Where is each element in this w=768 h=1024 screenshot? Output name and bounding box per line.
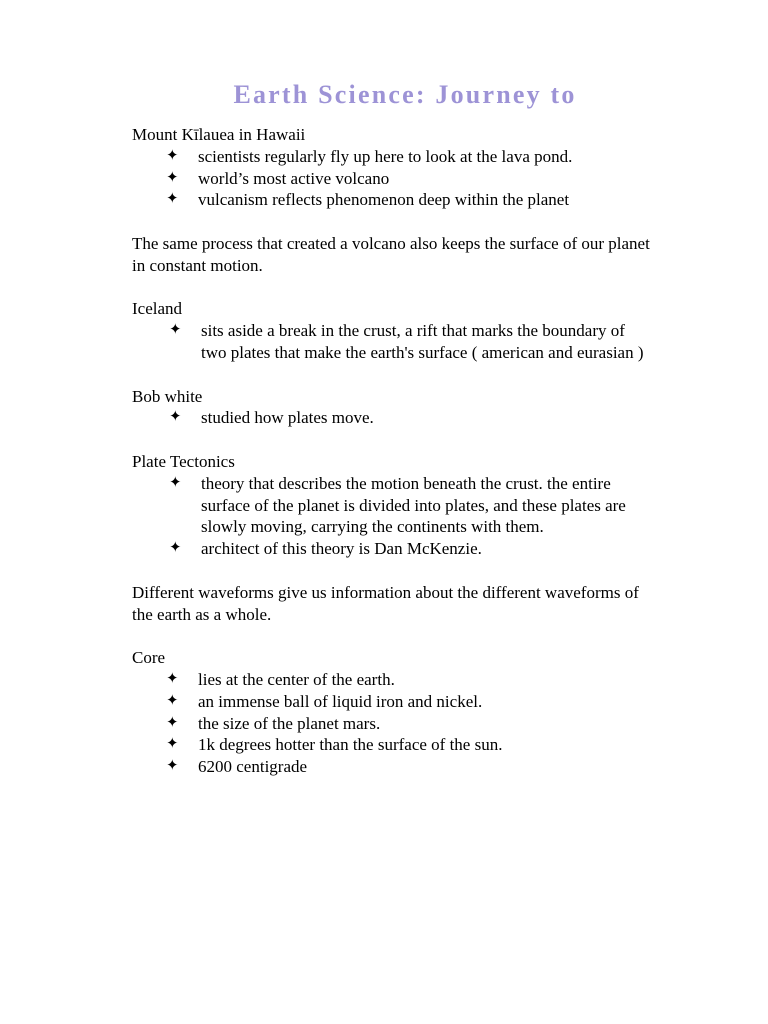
- bullet-item: [132, 168, 652, 190]
- bullet-text: 6200 centigrade: [198, 757, 308, 777]
- four-point-star-bullet-icon: ✦: [169, 409, 182, 426]
- bullet-list-iceland: [132, 320, 652, 364]
- bullet-item: [132, 756, 652, 778]
- bullet-text: lies at the center of the earth.: [198, 669, 395, 689]
- bullet-list-core: [132, 669, 652, 778]
- bullet-list-kilauea: [132, 146, 652, 211]
- four-point-star-bullet-icon: ✦: [169, 540, 182, 557]
- section-heading-core: Core: [132, 648, 166, 668]
- bullet-text: 1k degrees hotter than the surface of the sun.: [198, 735, 503, 755]
- four-point-star-bullet-icon: ✦: [169, 322, 182, 339]
- section-heading-plate-tectonics: Plate Tectonics: [132, 451, 235, 471]
- section-heading-iceland: Iceland: [132, 299, 183, 319]
- spacer: [132, 429, 652, 451]
- bullet-item: [132, 691, 652, 713]
- document-title: Earth Science: Journey to: [233, 80, 577, 109]
- spacer: [132, 364, 652, 386]
- spacer: [132, 560, 652, 582]
- bullet-text: scientists regularly fly up here to look at the lava pond.: [198, 146, 573, 166]
- section-bob-white: [132, 386, 652, 430]
- four-point-star-bullet-icon: ✦: [166, 191, 179, 208]
- document-body: [132, 124, 652, 778]
- bullet-list-bob-white: [132, 407, 652, 429]
- four-point-star-bullet-icon: ✦: [166, 147, 179, 164]
- section-kilauea: [132, 124, 652, 211]
- bullet-text: world’s most active volcano: [198, 168, 390, 188]
- bullet-item: [132, 407, 652, 429]
- bullet-text: vulcanism reflects phenomenon deep within the planet: [198, 190, 570, 210]
- bullet-text: theory that describes the motion beneath the crust. the entire surface of the planet is divided into plates, and these plates are slowly moving, carrying the continents with them.: [201, 473, 626, 537]
- section-iceland: [132, 298, 652, 363]
- four-point-star-bullet-icon: ✦: [166, 692, 179, 709]
- bullet-item: [132, 320, 652, 364]
- four-point-star-bullet-icon: ✦: [169, 474, 182, 491]
- bullet-text: architect of this theory is Dan McKenzie.: [201, 539, 482, 559]
- four-point-star-bullet-icon: ✦: [166, 714, 179, 731]
- bullet-item: [132, 146, 652, 168]
- section-heading-kilauea: Mount Kīlauea in Hawaii: [132, 125, 306, 144]
- spacer: [132, 211, 652, 233]
- four-point-star-bullet-icon: ✦: [166, 758, 179, 775]
- paragraph-process: The same process that created a volcano also keeps the surface of our planet in constant motion.: [132, 233, 650, 275]
- bullet-item: [132, 189, 652, 211]
- bullet-text: the size of the planet mars.: [198, 713, 381, 733]
- four-point-star-bullet-icon: ✦: [166, 670, 179, 687]
- bullet-item: [132, 538, 652, 560]
- section-heading-bob-white: Bob white: [132, 386, 203, 406]
- paragraph-waveforms: Different waveforms give us information about the different waveforms of the earth as a whole.: [132, 582, 639, 624]
- four-point-star-bullet-icon: ✦: [166, 736, 179, 753]
- bullet-item: [132, 713, 652, 735]
- bullet-item: [132, 734, 652, 756]
- section-plate-tectonics: [132, 451, 652, 560]
- spacer: [132, 277, 652, 299]
- bullet-text: an immense ball of liquid iron and nickel.: [198, 691, 483, 711]
- four-point-star-bullet-icon: ✦: [166, 169, 179, 186]
- bullet-item: [132, 473, 652, 538]
- section-core: [132, 647, 652, 778]
- bullet-text: sits aside a break in the crust, a rift that marks the boundary of two plates that make the earth's surface ( american and eurasian ): [201, 321, 644, 362]
- bullet-text: studied how plates move.: [201, 408, 374, 428]
- spacer: [132, 625, 652, 647]
- bullet-item: [132, 669, 652, 691]
- bullet-list-plate-tectonics: [132, 473, 652, 560]
